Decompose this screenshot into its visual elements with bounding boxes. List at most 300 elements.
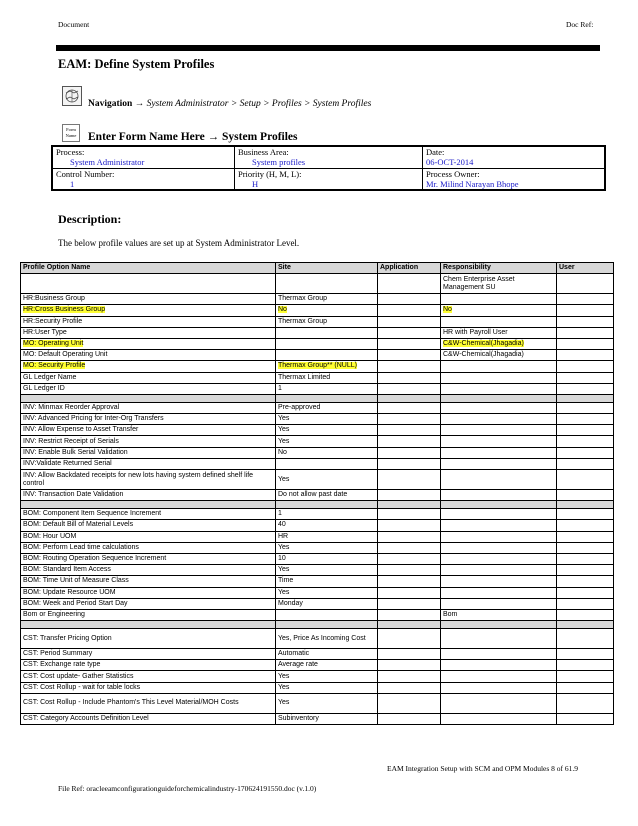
table-cell (21, 383, 276, 394)
table-cell (441, 531, 557, 542)
navigation-line (88, 99, 371, 109)
cell-text: BOM: Week and Period Start Day (23, 599, 128, 607)
table-cell (441, 587, 557, 598)
table-cell (276, 327, 378, 338)
table-cell (441, 383, 557, 394)
table-cell (21, 470, 276, 490)
table-row (21, 458, 614, 469)
table-cell (276, 531, 378, 542)
table-cell (378, 350, 441, 361)
table-cell (557, 682, 614, 693)
table-cell (378, 470, 441, 490)
navigation-arrow: → (134, 99, 145, 109)
table-cell (378, 660, 441, 671)
table-cell (557, 693, 614, 713)
table-cell (378, 587, 441, 598)
table-cell (441, 425, 557, 436)
table-cell (557, 609, 614, 620)
table-cell (378, 693, 441, 713)
table-cell (441, 274, 557, 294)
table-row (21, 294, 614, 305)
table-row (21, 327, 614, 338)
table-cell (21, 350, 276, 361)
table-cell (21, 693, 276, 713)
table-cell (441, 338, 557, 349)
table-cell (441, 598, 557, 609)
table-cell (378, 305, 441, 316)
table-cell (378, 316, 441, 327)
cell-text: CST: Transfer Pricing Option (23, 634, 112, 642)
table-cell (21, 629, 276, 649)
cell-text: HR with Payroll User (443, 328, 508, 336)
table-cell (441, 609, 557, 620)
cell-text: HR:Cross Business Group (23, 306, 106, 314)
cell-text: 1 (278, 384, 282, 392)
cell-text: 10 (278, 555, 286, 563)
table-cell (276, 520, 378, 531)
table-cell (557, 671, 614, 682)
table-row (21, 629, 614, 649)
table-cell (21, 501, 276, 509)
table-row (21, 671, 614, 682)
business-area-cell (234, 146, 422, 168)
process-value: System Administrator (70, 157, 145, 167)
table-cell (378, 565, 441, 576)
form-title (88, 131, 298, 143)
cell-text: MO: Operating Unit (23, 340, 84, 348)
table-cell (441, 713, 557, 724)
table-cell (557, 576, 614, 587)
table-cell (21, 402, 276, 413)
table-cell (378, 338, 441, 349)
form-arrow: → (207, 131, 220, 143)
table-cell (441, 361, 557, 372)
table-row (21, 447, 614, 458)
table-cell (21, 338, 276, 349)
table-cell (441, 470, 557, 490)
table-cell (557, 402, 614, 413)
table-row (21, 490, 614, 501)
table-row (21, 350, 614, 361)
priority-value: H (251, 178, 259, 189)
cell-text: Bom (443, 610, 458, 618)
header-doc-ref: Doc Ref: (566, 20, 594, 29)
table-row (21, 402, 614, 413)
cell-text: Bom or Engineering (23, 610, 85, 618)
table-cell (441, 402, 557, 413)
cell-text: Monday (278, 599, 303, 607)
table-cell (378, 501, 441, 509)
table-row (21, 305, 614, 316)
cell-text: INV:Validate Returned Serial (23, 459, 112, 467)
table-cell (441, 447, 557, 458)
cell-text: No (443, 306, 452, 314)
cell-text: MO: Security Profile (23, 362, 86, 370)
table-cell (557, 425, 614, 436)
table-row (21, 682, 614, 693)
cell-text: 40 (278, 521, 286, 529)
table-cell (441, 621, 557, 629)
cell-text: INV: Allow Expense to Asset Transfer (23, 426, 139, 434)
cell-text: Thermax Group (278, 317, 328, 325)
table-row (21, 553, 614, 564)
table-cell (441, 629, 557, 649)
table-cell (378, 682, 441, 693)
table-cell (441, 660, 557, 671)
form-icon-text-1: Form (66, 127, 76, 132)
table-cell (441, 305, 557, 316)
cell-text: INV: Enable Bulk Serial Validation (23, 448, 128, 456)
table-cell (21, 587, 276, 598)
table-cell (21, 682, 276, 693)
table-cell (378, 520, 441, 531)
table-cell (21, 425, 276, 436)
cell-text: BOM: Perform Lead time calculations (23, 543, 139, 551)
date-label: Date: (426, 147, 445, 157)
cell-text: Yes, Price As Incoming Cost (278, 634, 366, 642)
table-cell (378, 553, 441, 564)
cell-text: HR:User Type (23, 328, 67, 336)
table-cell (276, 587, 378, 598)
cell-text: Yes (278, 543, 290, 551)
table-cell (276, 649, 378, 660)
table-cell (21, 458, 276, 469)
priority-label: Priority (H, M, L): (237, 168, 302, 179)
cell-text: Yes (278, 475, 290, 483)
cell-text: INV: Allow Backdated receipts for new lots having system defined shelf life control (23, 471, 254, 487)
table-cell (21, 372, 276, 383)
table-cell (378, 490, 441, 501)
table-row (21, 316, 614, 327)
navigation-path: System Administrator > Setup > Profiles > System Profiles (146, 99, 372, 109)
cell-text: Yes (278, 588, 290, 596)
table-cell (21, 305, 276, 316)
table-cell (557, 447, 614, 458)
table-cell (21, 598, 276, 609)
table-cell (557, 305, 614, 316)
cell-text: Yes (278, 566, 290, 574)
priority-cell (234, 168, 422, 190)
table-cell (378, 294, 441, 305)
header-document: Document (58, 20, 90, 29)
table-cell (441, 294, 557, 305)
cell-text: HR:Business Group (23, 295, 85, 303)
table-cell (378, 327, 441, 338)
cell-text: Thermax Limited (278, 373, 331, 381)
table-row (21, 542, 614, 553)
cell-text: BOM: Component Item Sequence Increment (23, 510, 162, 518)
table-cell (557, 350, 614, 361)
table-cell (557, 531, 614, 542)
table-cell (557, 520, 614, 531)
table-cell (276, 671, 378, 682)
table-row (21, 274, 614, 294)
table-cell (21, 414, 276, 425)
cell-text: Pre-approved (278, 403, 321, 411)
cell-text: CST: Cost Rollup - Include Phantom's This Level Material/MOH Costs (23, 699, 239, 707)
table-cell (21, 671, 276, 682)
table-row (21, 383, 614, 394)
table-body (21, 274, 614, 725)
table-row (21, 598, 614, 609)
table-row (21, 587, 614, 598)
date-cell (423, 146, 606, 168)
table-cell (378, 576, 441, 587)
table-cell (441, 394, 557, 402)
business-area-label: Business Area: (237, 147, 289, 157)
table-cell (276, 470, 378, 490)
process-owner-value: Mr. Milind Narayan Bhope (426, 178, 519, 189)
table-cell (378, 671, 441, 682)
profile-options-table (20, 262, 614, 725)
table-cell (557, 501, 614, 509)
table-cell (441, 316, 557, 327)
table-row (21, 565, 614, 576)
process-label: Process: (56, 147, 85, 157)
table-cell (21, 316, 276, 327)
cell-text: INV: Transaction Date Validation (23, 491, 124, 499)
table-cell (378, 458, 441, 469)
table-cell (276, 338, 378, 349)
cell-text: C&W-Chemical(Jhagadia) (443, 351, 524, 359)
table-row (21, 361, 614, 372)
cell-text: CST: Exchange rate type (23, 661, 101, 669)
cell-text: CST: Cost update- Gather Statistics (23, 672, 134, 680)
table-cell (557, 436, 614, 447)
table-cell (557, 565, 614, 576)
form-icon-text-2: Name (65, 132, 77, 138)
cell-text: Chem Enterprise Asset Management SU (443, 275, 515, 291)
table-cell (441, 682, 557, 693)
table-cell (276, 693, 378, 713)
table-cell (276, 372, 378, 383)
form-name-icon (62, 124, 80, 142)
table-cell (557, 372, 614, 383)
table-cell (276, 565, 378, 576)
column-header-site: Site (276, 263, 378, 274)
table-cell (378, 649, 441, 660)
table-cell (276, 447, 378, 458)
table-cell (378, 621, 441, 629)
section-separator-row (21, 501, 614, 509)
table-cell (557, 598, 614, 609)
table-row (21, 338, 614, 349)
cell-text: INV: Minmax Reorder Approval (23, 403, 120, 411)
table-row (21, 470, 614, 490)
table-cell (441, 553, 557, 564)
table-cell (441, 649, 557, 660)
table-cell (557, 327, 614, 338)
table-cell (276, 361, 378, 372)
process-cell (52, 146, 234, 168)
table-cell (21, 274, 276, 294)
cell-text: Yes (278, 672, 290, 680)
table-cell (378, 274, 441, 294)
column-header-application: Application (378, 263, 441, 274)
table-cell (557, 414, 614, 425)
table-cell (21, 490, 276, 501)
navigation-label: Navigation (88, 99, 133, 109)
cell-text: No (278, 306, 287, 314)
table-cell (21, 542, 276, 553)
cell-text: GL Ledger ID (23, 384, 65, 392)
footer-file-ref: File Ref: oracleeamconfigurationguideforchemicalindustry-170624191550.doc (v.1.0) (58, 784, 317, 793)
cell-text: GL Ledger Name (23, 373, 77, 381)
table-cell (276, 542, 378, 553)
table-cell (441, 565, 557, 576)
table-cell (441, 327, 557, 338)
table-cell (21, 436, 276, 447)
business-area-value: System profiles (251, 157, 306, 167)
table-cell (276, 316, 378, 327)
column-header-user: User (557, 263, 614, 274)
table-cell (378, 713, 441, 724)
table-cell (557, 660, 614, 671)
table-row (21, 436, 614, 447)
table-cell (557, 383, 614, 394)
cell-text: BOM: Routing Operation Sequence Increment (23, 555, 167, 563)
table-cell (276, 682, 378, 693)
table-cell (378, 531, 441, 542)
table-cell (557, 394, 614, 402)
table-cell (21, 394, 276, 402)
table-row (21, 509, 614, 520)
table-row (21, 660, 614, 671)
cell-text: Thermax Group (278, 295, 328, 303)
cell-text: INV: Advanced Pricing for Inter-Org Transfers (23, 415, 164, 423)
table-row (21, 425, 614, 436)
table-cell (557, 713, 614, 724)
cell-text: BOM: Update Resource UOM (23, 588, 116, 596)
table-cell (557, 587, 614, 598)
date-value: 06-OCT-2014 (426, 157, 474, 167)
page-title: EAM: Define System Profiles (58, 57, 215, 71)
cell-text: Subinventory (278, 714, 319, 722)
table-header-row (21, 263, 614, 274)
table-cell (276, 305, 378, 316)
table-cell (557, 542, 614, 553)
table-cell (441, 414, 557, 425)
table-cell (378, 383, 441, 394)
cell-text: Yes (278, 426, 290, 434)
description-heading: Description: (58, 212, 122, 226)
table-cell (557, 629, 614, 649)
table-cell (441, 520, 557, 531)
table-cell (276, 713, 378, 724)
table-cell (441, 458, 557, 469)
table-cell (276, 509, 378, 520)
table-cell (276, 350, 378, 361)
description-text: The below profile values are set up at System Administrator Level. (58, 238, 300, 248)
table-cell (557, 490, 614, 501)
table-cell (557, 621, 614, 629)
table-cell (276, 402, 378, 413)
table-cell (378, 414, 441, 425)
table-cell (378, 372, 441, 383)
table-cell (276, 274, 378, 294)
cell-text: BOM: Standard Item Access (23, 566, 111, 574)
table-cell (276, 383, 378, 394)
cell-text: CST: Category Accounts Definition Level (23, 714, 149, 722)
table-cell (378, 394, 441, 402)
table-row (21, 576, 614, 587)
control-number-label: Control Number: (56, 168, 115, 179)
table-row (21, 693, 614, 713)
table-cell (21, 660, 276, 671)
table-cell (276, 414, 378, 425)
table-cell (378, 598, 441, 609)
footer-module-page: EAM Integration Setup with SCM and OPM Modules 8 of 61.9 (387, 764, 579, 773)
table-cell (276, 294, 378, 305)
cell-text: Average rate (278, 661, 318, 669)
table-cell (276, 598, 378, 609)
table-cell (557, 553, 614, 564)
cell-text: CST: Cost Rollup - wait for table locks (23, 683, 141, 691)
process-owner-cell (423, 168, 606, 190)
table-cell (378, 609, 441, 620)
table-cell (378, 542, 441, 553)
cell-text: C&W-Chemical(Jhagadia) (443, 340, 524, 348)
cell-text: BOM: Default Bill of Material Levels (23, 521, 134, 529)
form-prefix: Enter Form Name Here (88, 131, 205, 143)
table-cell (276, 490, 378, 501)
cell-text: Yes (278, 415, 290, 423)
navigation-map-icon (62, 86, 82, 106)
table-cell (441, 372, 557, 383)
table-cell (21, 294, 276, 305)
table-cell (378, 509, 441, 520)
table-cell (557, 316, 614, 327)
table-cell (21, 649, 276, 660)
cell-text: HR (278, 532, 289, 540)
table-cell (557, 470, 614, 490)
table-cell (276, 621, 378, 629)
cell-text: Yes (278, 437, 290, 445)
table-cell (21, 713, 276, 724)
table-row (21, 713, 614, 724)
header-rule (56, 45, 600, 51)
table-cell (21, 609, 276, 620)
table-cell (21, 565, 276, 576)
process-owner-label: Process Owner: (426, 168, 480, 179)
table-cell (557, 361, 614, 372)
section-separator-row (21, 621, 614, 629)
cell-text: Thermax Group** (NULL) (278, 362, 357, 370)
table-cell (441, 509, 557, 520)
cell-text: BOM: Hour UOM (23, 532, 77, 540)
cell-text: No (278, 448, 287, 456)
table-cell (276, 553, 378, 564)
table-cell (441, 693, 557, 713)
cell-text: 1 (278, 510, 282, 518)
table-cell (378, 361, 441, 372)
control-number-cell (52, 168, 234, 190)
table-row (21, 531, 614, 542)
table-cell (276, 501, 378, 509)
table-cell (441, 501, 557, 509)
cell-text: Automatic (278, 650, 310, 658)
control-number-value: 1 (70, 178, 75, 189)
table-cell (557, 649, 614, 660)
cell-text: INV: Restrict Receipt of Serials (23, 437, 119, 445)
cell-text: Time (278, 577, 294, 585)
table-cell (276, 394, 378, 402)
column-header-profile-option: Profile Option Name (21, 263, 276, 274)
table-cell (441, 350, 557, 361)
table-cell (276, 629, 378, 649)
table-cell (557, 458, 614, 469)
cell-text: MO: Default Operating Unit (23, 351, 108, 359)
